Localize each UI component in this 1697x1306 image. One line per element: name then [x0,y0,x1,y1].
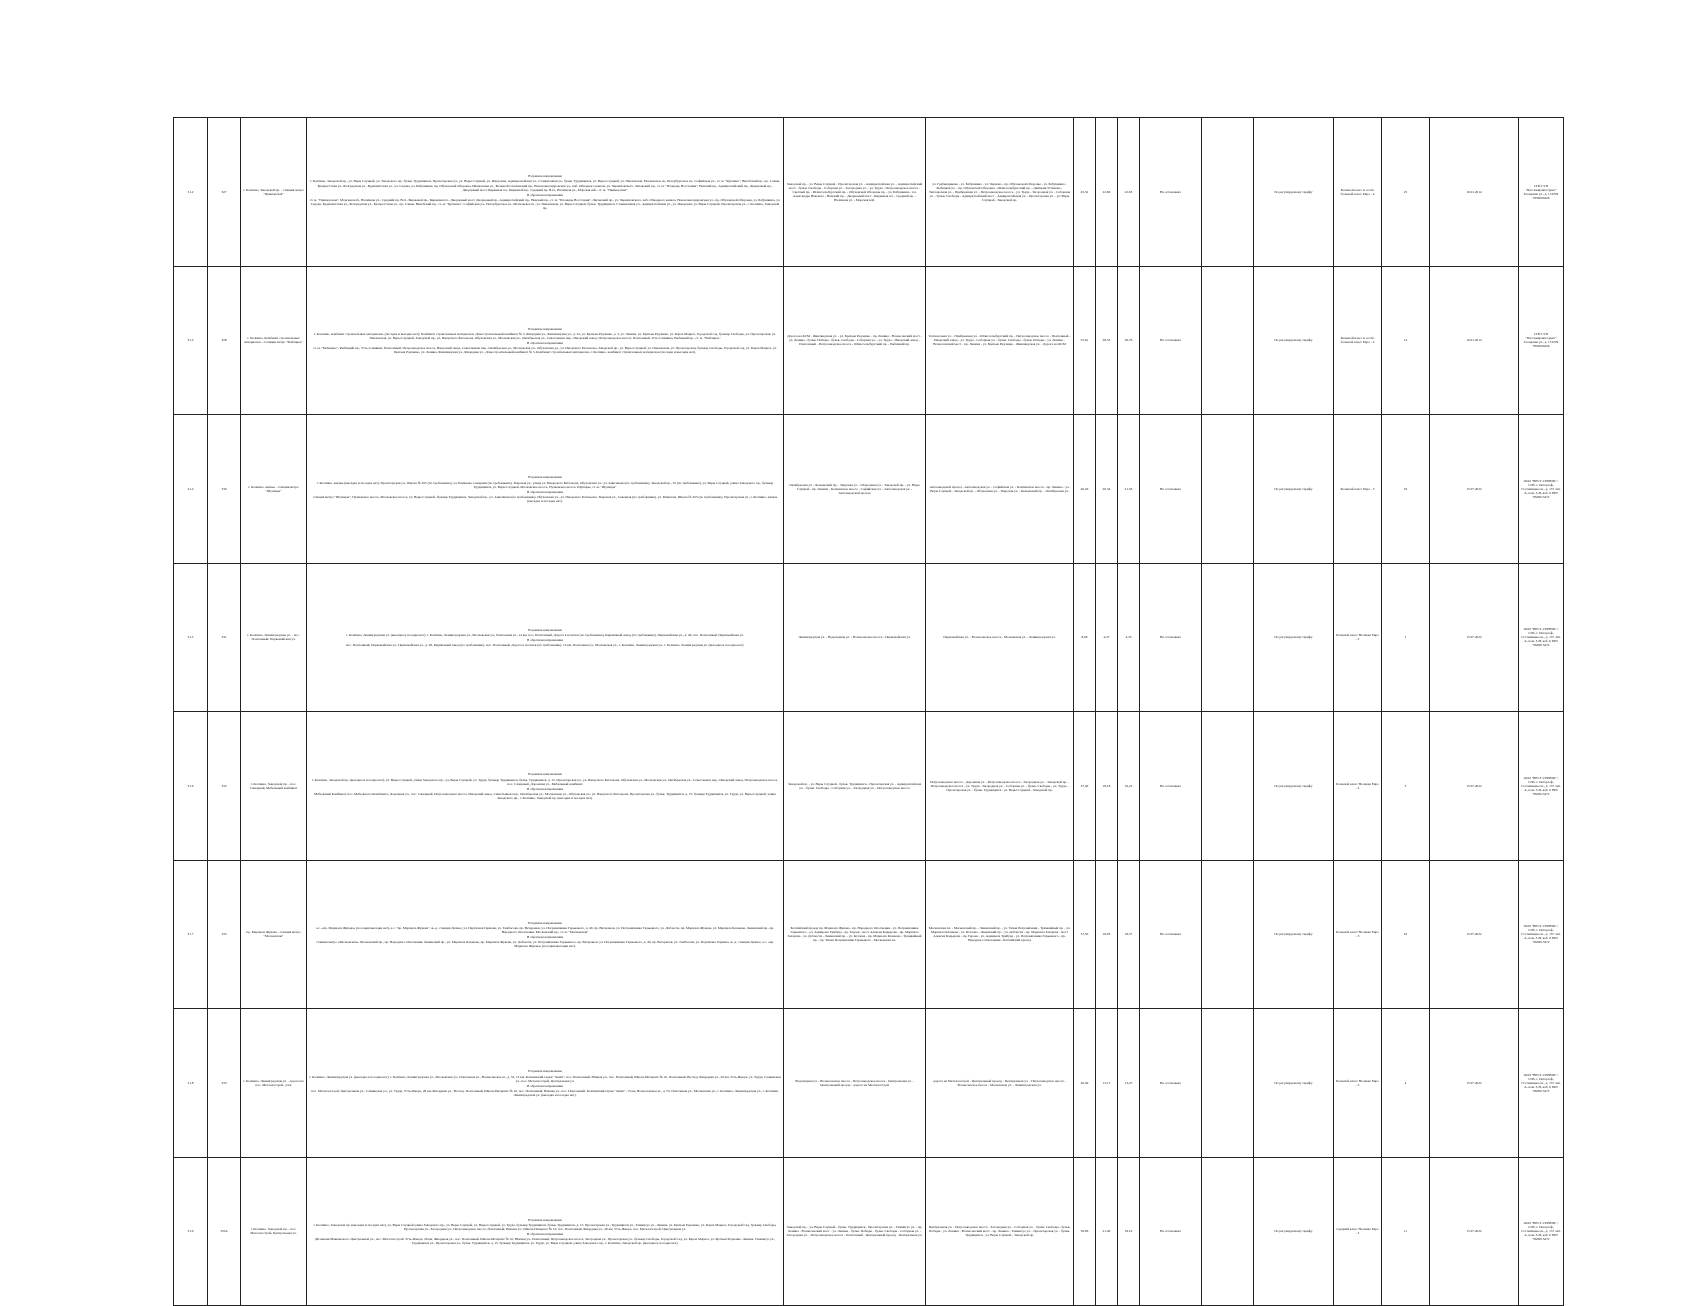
stops-type: На остановках [1140,118,1202,267]
route-name: пр. Маршала Жукова - станция метро "Московская" [241,860,307,1009]
streets-backward: Первомайская ул. - Вознесенское шоссе - Московская ул. - Ленинградская ул. [926,563,1074,712]
length-total: 45,32 [1074,118,1096,267]
blank-cell [1202,563,1254,712]
row-index: 31.4 [174,415,208,564]
forward-direction-header: В прямом направлении [528,326,562,331]
streets-backward: дорога на Металлострой - Центральный проезд - Центральная ул. - Петрозаводское шоссе - Вознесенское шоссе - Московская ул. - Ленинградская ул. [926,1009,1074,1158]
forward-direction-header: В прямом направлении [528,1217,562,1222]
start-date: 10.01.2014 [1430,118,1519,267]
vehicle-count: 11 [1382,1157,1430,1306]
forward-direction-stops: г. Колпино, комбинат строительных материалов, (посадка и высадка нет); Комбинат строительных материалов, Домостроительный комбинат № 5, Фиордная ул., Финляндская ул., д. 22, ул. Братьев Радченко, д. 3, ул. Ленина, ул. Братьев Радченко, ул. Карла Маркса, Городской сад, бульвар Свободы, ул. Пролетарская, ул. Павловская, ул. Веры Слуцкой, Заводской пр., ул. Ижорского Батальона, Обуховская ул., Московская ул., Октябрьская ул., Севастьянов пер., Ижорский завод, Петрозаводское шоссе, Понтонный, Усть-Славянка, Рыбацкий пр., ст. м. "Рыбацкое" [313,332,777,341]
backward-direction-stops: станция метро «Московская», Московский пр., пр. Народного Ополчения, Ленинский пр., ул. Маршала Казакова, пр. Маршала Жукова, ул. Доблести, ул. Пограничника Гарькавого, пр. Ветеранов, ул. Пограничника Гарькавого, д. 40, пр. Ветеранов, ул. Тамбасова, ул. Партизана Германа, ж.-д. станция Дачное, а.с. «пр. Маршала Жукова» (посадки/высадки нет). [315,940,775,949]
route-number: 331 [208,563,241,712]
row-index: 31.2 [174,118,208,267]
table-row [174,118,1564,267]
streets-backward: Тепловозная ул. - Прибрежная ул. - Шлиссельбургский пр. - Петрозаводское шоссе - Понтонный - Ижорский завод - ул. Труда - Соборная ул. - бульв. Свободы - бульв. Победы - ул. Ленина - Вознесенский мост - пр. Ленина - ул. Братьев Радченко - Финляндская ул. - Дорога на КСМ [926,266,1074,415]
start-date: 15.07.2022 [1430,563,1519,712]
table-body [174,118,1564,1306]
length-backward: 18,19 [1118,1157,1140,1306]
table-row [174,860,1564,1009]
blank-cell [1202,860,1254,1009]
backward-direction-header: В обратном направлении [526,1232,564,1237]
backward-direction-header: В обратном направлении [526,489,564,494]
carrier-info: ООО "ВЕСТ-СЕРВИС", СПб, г. Петергоф, Гостилицкое ш., д. 137 лит. А, пом. 3-Н, каб. 6 INN 7820013472 [1519,712,1564,861]
forward-direction-stops: г. Колпино, Заводской пр. (высадка и посадка нет), ул. Веры Слуцкой улица Заводского пр., ул. Веры Слуцкой, ул. Веры Слуцкой, ул. Труда, бульвар Трудящихся, бульв. Трудящихся, д. 15, Пролетарская ул., Трудящихся ул., Таммисуо ул., Ленина, ул. Братьев Радченко, ул. Карла Маркса, Городской Сад, бульвар Свободы, Пролетарская ул., Загородная ул., Петрозаводское шоссе, Понтонный, Южная ул., Школа-Интернат № 10, пос. Понтонный, Фиордная ул., 26 км, Усть-Ижора, пос. Металлострой, Центральная ул. [313,1223,777,1232]
streets-forward: Ленинградская ул. - Водопадная ул. - Вознесенское шоссе - Первомайская ул. [784,563,926,712]
route-registry-table [173,117,1564,1306]
length-backward: 21,56 [1118,415,1140,564]
backward-direction-stops: ДК имени Маяковского, Центральная ул., пос. Металлострой, Усть-Ижора, 26 км, Фиордная ул., пос. Понтонный, Школа-Интернат № 10, Южная ул., Понтонный, Петрозаводское шоссе, Загородная ул., Пролетарская ул., бульвар Свободы, Городской Сад, ул. Карла Маркса, ул. Братьев Радченко, Ленина, Таммисуо ул., Трудящихся ул., Пролетарская ул., бульв. Трудящихся, д. 15, бульвар Трудящихся, ул. Труда, ул. Веры Слуцкой, улица Заводского пр., г. Колпино, Заводской пр. (высадка и посадка нет). [314,1237,776,1246]
length-forward: 4,27 [1096,563,1118,712]
tariff-type: По регулируемому тарифу [1254,1157,1334,1306]
forward-direction-stops: а.с. «пр. Маршала Жукова» (посадки/высадки нет), а.с. "пр. Маршала Жукова", ж.-д. станция Дачное, ул. Партизана Германа, ул. Тамбасова, пр. Ветеранов, ул. Пограничника Гарькавого, д. 40, пр. Ветеранов, ул. Пограничника Гарькавого, ул. Доблести, пр. Маршала Жукова, ул. Маршала Казакова, Ленинский пр., пр. Народного Ополчения, Московский пр., ст. м. "Московская" [315,926,774,935]
table-row [174,415,1564,564]
start-date: 15.07.2022 [1430,1157,1519,1306]
route-number: 328 [208,266,241,415]
table-row [174,1009,1564,1158]
table-row [174,712,1564,861]
forward-direction-header: В прямом направлении [528,920,562,925]
streets-forward: Заводской пр. - ул. Веры Слуцкой - бульв. Трудящихся - Пролетарская ул. - Таммисуо ул. - пр. Ленина - Вознесенский мост - ул. Ленина - бульв. Победы - бульв. Свободы - Соборная ул. - Загородная ул. - Петрозаводское шоссе - Понтонный - Центральный проезд - Центральная ул. [784,1157,926,1306]
streets-forward: Балтийский проезд пр. Маршала Жукова - пр. Народного Ополчения - ул. Пограничника Гарькавого - ул. Адмирала Трибуца - пр. Героев - мост Алексея Кадырова - пр. Маршала Захарова - ул. Доблести - Ленинский пр. - ул. Котлова - пр. Маршала Казакова - Трамвайный пр. - пр. Тихая Пограничник Гарькавого - Московская пл. [784,860,926,1009]
length-backward: 22,63 [1118,118,1140,267]
blank-cell [1202,1009,1254,1158]
length-forward: 18,18 [1096,712,1118,861]
vehicle-count: 14 [1382,266,1430,415]
tariff-type: По регулируемому тарифу [1254,1009,1334,1158]
vehicle-count: 25 [1382,118,1430,267]
carrier-info: СПб ГУП "Пассажиравтотранс" Заозерная ул., д. 13 INN 7830000426 [1519,266,1564,415]
route-number: 332 [208,712,241,861]
route-name: г. Колпино, Ленинградская ул. - пос. Понтонный, Первомайская ул. [241,563,307,712]
length-total: 8,60 [1074,563,1096,712]
backward-direction-stops: пос. Металлострой, Центральная ул., Славянская ул., ул. Труда, Усть-Ижора, 26 км, Фиордная ул., Восход, Понтонный, Школа-Интернат № 10, пос. Понтонный, Южная ул., пос. Понтонный, Колпинский гараж "Зенит", 13 км, Вознесенское ш., д. 53, Понтонная ул., Московская ул., г. Колпино, Ленинградская ул., г. Колпино, Ленинградская ул. (высадка и посадка нет). [311,1088,779,1097]
streets-forward: Заводской пр. - ул. Веры Слуцкой - бульв. Трудящихся - Пролетарская ул. - Адмиралтейская ул. - бульв. Свободы - Соборная ул. - Загородная ул. - Петрозаводское шоссе [784,712,926,861]
carrier-info: ООО "ВЕСТ-СЕРВИС", СПб, г. Петергоф, Гостилицкое ш., д. 137 лит. А, пом. 3-Н, каб. 6 INN 7820013472 [1519,415,1564,564]
route-name: г. Колпино, Заводской пр. - пос. Металлострой, Центральная ул. [241,1157,307,1306]
blank-cell [1202,1157,1254,1306]
stops-type: На остановках [1140,1157,1202,1306]
length-total: 55,61 [1074,266,1096,415]
length-forward: 28,35 [1096,266,1118,415]
length-forward: 21,40 [1096,1157,1118,1306]
route-number: 327 [208,118,241,267]
vehicle-class: Большой класс Не ниже Евро - 3 [1334,860,1382,1009]
start-date: 15.07.2022 [1430,1009,1519,1158]
table-row [174,266,1564,415]
route-stops-description [307,860,784,1009]
blank-cell [1202,118,1254,267]
route-name: г. Колпино, Ленинградская ул. - дорога на пос. Металлострой, д.5А [241,1009,307,1158]
start-date: 15.07.2022 [1430,860,1519,1009]
length-total: 37,40 [1074,712,1096,861]
forward-direction-stops: г. Колпино, жилые (высадка и посадка нет), Пролетарская ул., Школа № 455 (по требованию), ул. Ремизова, Северная (по требованию), Тверская ул., улица ул. Ижорского Батальона, Обуховская ул., ул. Анисимова (по требованию), Заводской пр., 52 (по требованию), ул. Веры Слуцкой, улица Заводского пр., бульвар Трудящихся, ул. Веры Слуцкой, Московское шоссе, Пулковское шоссе, Шушары, ст. м. "Шушары" [316,480,774,489]
vehicle-class: Большой класс Не ниже Евро - 3 [1334,1009,1382,1158]
document-sheet [173,117,1562,1306]
carrier-info: ООО "ВЕСТ-СЕРВИС", СПб, г. Петергоф, Гостилицкое ш., д. 137 лит. А, пом. 3-Н, каб. 6 INN 7820013472 [1519,1009,1564,1158]
streets-backward: Центральная ул. - Петрозаводское шоссе - Загородная ул. - Соборная ул. - бульв. Свободы - бульв. Победы - ул. Ленина - Вознесенский мост - пр. Ленина - Таммисуо ул. - Пролетарская ул. - бульв. Трудящихся - ул. Веры Слуцкой - Заводской пр. [926,1157,1074,1306]
stops-type: На остановках [1140,415,1202,564]
route-name: г. Колпино, жилые - станция метро "Шушары" [241,415,307,564]
length-total: 39,06 [1074,1157,1096,1306]
backward-direction-header: В обратном направлении [526,1083,564,1088]
backward-direction-header: В обратном направлении [526,786,564,791]
streets-forward: Водопадная ул. - Вознесенское шоссе - Петрозаводское шоссе - Центральная ул. - Центральный проезд - дорога на Металлострой [784,1009,926,1158]
backward-direction-header: В обратном направлении [526,638,564,643]
route-stops-description [307,712,784,861]
route-stops-description [307,415,784,564]
row-index: 31.8 [174,1009,208,1158]
length-backward: 18,57 [1118,860,1140,1009]
backward-direction-stops: Мебельный Комбинат, пос. Мебельного Комбината, Дорожная ул., пос. Саперный, Петрозаводское шоссе, Ижорский завод, Севастьянов пер., Октябрьская ул., Московская ул., Обуховская ул., ул. Ижорского Батальона, Пролетарская ул., бульв. Трудящихся, д. 15, бульвар Трудящихся, ул. Труда, ул. Веры Слуцкой, улица Заводского пр., г. Колпино, Заводской пр. (высадка и посадка нет). [314,791,776,800]
carrier-info: СПб ГУП "Пассажиравтотранс" Заозерная ул., д. 13 INN 7830000426 [1519,118,1564,267]
length-forward: 20,34 [1096,415,1118,564]
backward-direction-header: В обратном направлении [526,192,564,197]
start-date: 10.01.2014 [1430,266,1519,415]
carrier-info: ООО "ВЕСТ-СЕРВИС", СПб, г. Петергоф, Гостилицкое ш., д. 137 лит. А, пом. 3-Н, каб. 6 INN 7820013472 [1519,563,1564,712]
length-backward: 19,22 [1118,712,1140,861]
route-number: 333 [208,860,241,1009]
vehicle-class: Большой класс Не ниже Евро - 3 [1334,563,1382,712]
length-total: 40,20 [1074,415,1096,564]
route-number: 335 [208,1009,241,1158]
length-forward: 13,15 [1096,1009,1118,1158]
length-total: 37,50 [1074,860,1096,1009]
forward-direction-stops: г. Колпино, Ленинградская ул. (высадка и посадка нет), г. Колпино, Ленинградская ул., Московская ул., Понтонная ул., 14 км, пос. Понтонный, Дорога в посёлок (по требованию), Кирпичный завод (по требованию), Первомайская ул., д. 26, пос. Понтонный, Первомайская ул. [346,633,744,638]
tariff-type: По регулируемому тарифу [1254,118,1334,267]
forward-direction-header: В прямом направлении [528,174,562,179]
start-date: 15.07.2022 [1430,415,1519,564]
row-index: 31.5 [174,563,208,712]
forward-direction-stops: г. Колпино, Заводской пр., ул. Веры Слуцкой, ул. Заводского пр., бульв. Трудящихся, Пролетарская ул., ул. Веры Слуцкой, ул. Ижорская, Адмиралтейская ул., Станционная ул., бульв. Трудящихся, ул. Веры Слуцкой, ул. Павловская, Московское ш., Петербургское ш., Софийская ул., ст. м. "Купчино", Витебский пр., пр. Славы, Бухарестская ул., Белградская ул., Будапештская ул., ул. Седова, ул. Бабушкина, пр. Обуховской Обороны, Ивановская ул., Большой Смоленский пр., Новоалександровская ул., наб. Обводного канала, ул. Черняховского, Лиговский пр., ст. м. "Площадь Восстания", Невский пр., Адмиралтейский пр., Дворцовый пр., Дворцовый мост, Биржевая пл., Биржевой пр., Средний пр. В.О., Наличная ул., Морская наб., ст. м. "Приморская" [310,179,780,192]
backward-direction-header: В обратном направлении [526,935,564,940]
streets-backward: Автозаводской проезд - Автозаводская ул. - Софийская ул. - Колпинское шоссе - пр. Ленина - ул. Веры Слуцкой - Заводской пр. - Оборонная ул. - Тверская ул. - Бельевский пр. - Октябрьская ул. [926,415,1074,564]
length-backward: 26,76 [1118,266,1140,415]
vehicle-class: Большой класс и особо большой класс Евро - 4 [1334,266,1382,415]
length-backward: 4,33 [1118,563,1140,712]
length-forward: 22,69 [1096,118,1118,267]
streets-backward: Петрозаводское шоссе - Дорожная ул. - Петрозаводское шоссе - Загородная ул. - Заводской пр. - Петрозаводское шоссе - ул. Труда - Загородная ул. - Соборная ул. - бульв. Свободы - ул. Труда - Пролетарская ул. - бульв. Трудящихся - ул. Веры Слуцкой - Заводской пр. [926,712,1074,861]
vehicle-class: Большой класс Евро - 5 [1334,415,1382,564]
vehicle-count: 19 [1382,415,1430,564]
stops-type: На остановках [1140,712,1202,861]
route-name: г. Колпино, Заводской пр. - станция метро "Приморская" [241,118,307,267]
table-row [174,1157,1564,1306]
row-index: 31.6 [174,712,208,861]
route-stops-description [307,1009,784,1158]
route-stops-description [307,563,784,712]
stops-type: На остановках [1140,563,1202,712]
route-stops-description [307,1157,784,1306]
streets-forward: Заводской пр. - ул. Веры Слуцкой - Пролетарская ул. - Адмиралтейская ул. - Адмиралтейский мост - бульв. Свободы - Соборная ул. - Загородная ул. - ул. Труда - Петрозаводское шоссе - Светлый пр. - Шлиссельбургский пр. - Обуховской Обороны пр. - ул. Бабушкина - пл. Александра Невского - Невский пр. - Дворцовый мост - Биржевая пл. - Средний пр. - Наличная ул. - Морская наб. [784,118,926,267]
carrier-info: ООО "ВЕСТ-СЕРВИС", СПб, г. Петергоф, Гостилицкое ш., д. 137 лит. А, пом. 3-Н, каб. 6 INN 7820013472 [1519,860,1564,1009]
row-index: 31.9 [174,1157,208,1306]
carrier-info: ООО "ВЕСТ-СЕРВИС", СПб, г. Петергоф, Гостилицкое ш., д. 137 лит. А, пом. 3-Н, каб. 6 INN 7820013472 [1519,1157,1564,1306]
start-date: 15.07.2022 [1430,712,1519,861]
vehicle-count: 22 [1382,860,1430,1009]
table-row [174,563,1564,712]
route-number: 330 [208,415,241,564]
tariff-type: По регулируемому тарифу [1254,712,1334,861]
forward-direction-header: В прямом направлении [528,628,562,633]
blank-cell [1202,415,1254,564]
route-name: г. Колпино, Комбинат строительных материалов - Станция метро "Рыбацкое" [241,266,307,415]
blank-cell [1202,266,1254,415]
forward-direction-header: В прямом направлении [528,1069,562,1074]
streets-forward: Дорога на КСМ - Финляндская ул. - ул. Братьев Радченко - пр. Ленина - Вознесенский мост - ул. Ленина - бульв. Победы - бульв. Свободы - Соборная ул. - ул. Труда - Ижорский завод - Понтонный - Петрозаводское шоссе - Шлиссельбургский пр. - Рыбацкий пр. [784,266,926,415]
length-forward: 18,93 [1096,860,1118,1009]
route-name: г. Колпино, Заводской пр. - пос. Саперный, Мебельный комбинат [241,712,307,861]
forward-direction-stops: г. Колпино, Ленинградская ул. (высадка и посадка нет), г. Колпино, Ленинградская ул., Московская ул., Понтонная ул., Вознесенское ш., д. 53, 13 км, Колпинский гараж "Зенит", пос. Понтонный, Южная ул., пос. Понтонный, Школа-Интернат № 10, Понтонный, Восход, Фиордная ул., 26 км, Усть-Ижора, ул. Труда, Славянская ул., пос. Металлострой, Центральная ул. [309,1074,781,1083]
vehicle-class: Большой класс и особо большой класс Евро - 4 [1334,118,1382,267]
backward-direction-header: В обратном направлении [526,341,564,346]
vehicle-count: 3 [1382,712,1430,861]
backward-direction-stops: пос. Понтонный, Первомайская ул., Первомайская ул., д. 26, Кирпичный завод (по требованию), пос. Понтонный, Дорога в посёлок (по требованию), 14 км, Понтонная ул., Московская ул., г. Колпино, Ленинградская ул., г. Колпино, Ленинградская ул. (высадка и посадка нет). [345,643,745,648]
forward-direction-header: В прямом направлении [528,475,562,480]
length-backward: 13,25 [1118,1009,1140,1158]
route-stops-description [307,118,784,267]
tariff-type: По регулируемому тарифу [1254,563,1334,712]
backward-direction-stops: станция метро "Шушары", Пулковское шоссе, Московское шоссе, ул. Веры Слуцкой, бульвар Трудящихся, Заводской пр., ул. Анисимова (по требованию), Обуховская ул., ул. Ижорского Батальона, Тверская ул., Северная (по требованию), ул. Ремизова, Школа № 455 (по требованию), Пролетарская ул., г. Колпино, жилые (высадка и посадка нет). [312,494,778,503]
row-index: 31.3 [174,266,208,415]
row-index: 31.7 [174,860,208,1009]
streets-backward: Московская пл. - Московский пр. - Ленинский пр. - ул. Тихая Пограничник - Трамвайный пр. - ул. Маршала Казакова - ул. Котлова - Ленинский пр. - ул. Доблести - пр. Маршала Захарова - мост Алексея Кадырова - пр. Героев - ул. Адмирала Трибуца - ул. Пограничника Гарькавого - пр. Народного Ополчения - Балтийский проезд [926,860,1074,1009]
stops-type: На остановках [1140,1009,1202,1158]
tariff-type: По регулируемому тарифу [1254,266,1334,415]
vehicle-count: 1 [1382,563,1430,712]
streets-backward: ул. Гребенщикова - ул. Бабушкина - ул. Чернова - пр. Обуховской Обороны - ул. Бабушкина - Рыбацкая ул. - пр. Обуховской Обороны - Шлиссельбургский пр. - Дмитрия Устинова - Тепловозная ул. - Прибрежная ул. - Петрозаводское шоссе - ул. Труда - Загородная ул. - Соборная ул. - бульв. Свободы - Адмиралтейский мост - Адмиралтейская ул. - Пролетарская ул. - ул. Веры Слуцкой - Заводской пр. [926,118,1074,267]
forward-direction-header: В прямом направлении [528,772,562,777]
forward-direction-stops: г. Колпино, Заводской пр. (высадка и посадка нет), ул. Веры Слуцкой, улица Заводского пр., ул. Веры Слуцкой, ул. Труда, бульвар Трудящихся, бульв. Трудящихся, д. 15, Пролетарская ул., ул. Ижорского Батальона, Обуховская ул., Московская ул., Октябрьская ул., Севастьянов пер., Ижорский завод, Петрозаводское шоссе, пос. Саперный, Дорожная ул., Мебельный комбинат [311,777,779,786]
backward-direction-stops: ст. м. "Рыбацкое", Рыбацкий пр., Усть-Славянка, Понтонный, Петрозаводское шоссе, Ижорский завод, Севастьянов пер., Октябрьская ул., Московская ул., Обуховская ул., ул. Ижорского Батальона, Заводской пр., ул. Веры Слуцкой, ул. Павловская, ул. Пролетарская, бульвар Свободы, Городской сад, ул. Карла Маркса, ул. Братьев Радченко, ул. Ленина, Финляндская ул., Фиордная ул., Домостроительный комбинат № 5, Комбинат строительных материалов, г. Колпино, комбинат строительных материалов (посадка и высадка нет). [313,346,777,355]
vehicle-count: 4 [1382,1009,1430,1158]
blank-cell [1202,712,1254,861]
streets-forward: Октябрьская ул. - Бельевский пр. - Тверская ул. - Оборонная ул. - Заводской пр. - ул. Веры Слуцкой - пр. Ленина - Колпинское шоссе - Софийская ул. - Автозаводская ул. - Автозаводской проезд [784,415,926,564]
length-total: 26,40 [1074,1009,1096,1158]
stops-type: На остановках [1140,860,1202,1009]
stops-type: На остановках [1140,266,1202,415]
route-number: 335А [208,1157,241,1306]
tariff-type: По регулируемому тарифу [1254,860,1334,1009]
route-stops-description [307,266,784,415]
vehicle-class: Средний класс Не ниже Евро - 3 [1334,1157,1382,1306]
tariff-type: По регулируемому тарифу [1254,415,1334,564]
vehicle-class: Большой класс Не ниже Евро - 3 [1334,712,1382,861]
backward-direction-stops: ст. м. "Приморская", Морская наб., Наличная ул., Средний пр. В.О., Биржевой пр., Биржевая пл., Дворцовый мост, Дворцовый пр., Адмиралтейский пр., Невский пр., ст. м. "Площадь Восстания", Лиговский пр., ул. Черняховского, наб. Обводного канала, Новоалександровская ул., пр. Обуховской Обороны, ул. Бабушкина, ул. Седова, Будапештская ул., Белградская ул., Бухарестская ул., пр. Славы, Витебский пр., ст. м. "Купчино", Софийская ул., Петербургское ш., Московское ш., ул. Павловская, ул. Веры Слуцкой, бульв. Трудящихся, Станционная ул., Адмиралтейская ул., ул. Ижорская, ул. Веры Слуцкой, Пролетарская ул., г. Колпино, Заводской пр. [309,197,781,211]
